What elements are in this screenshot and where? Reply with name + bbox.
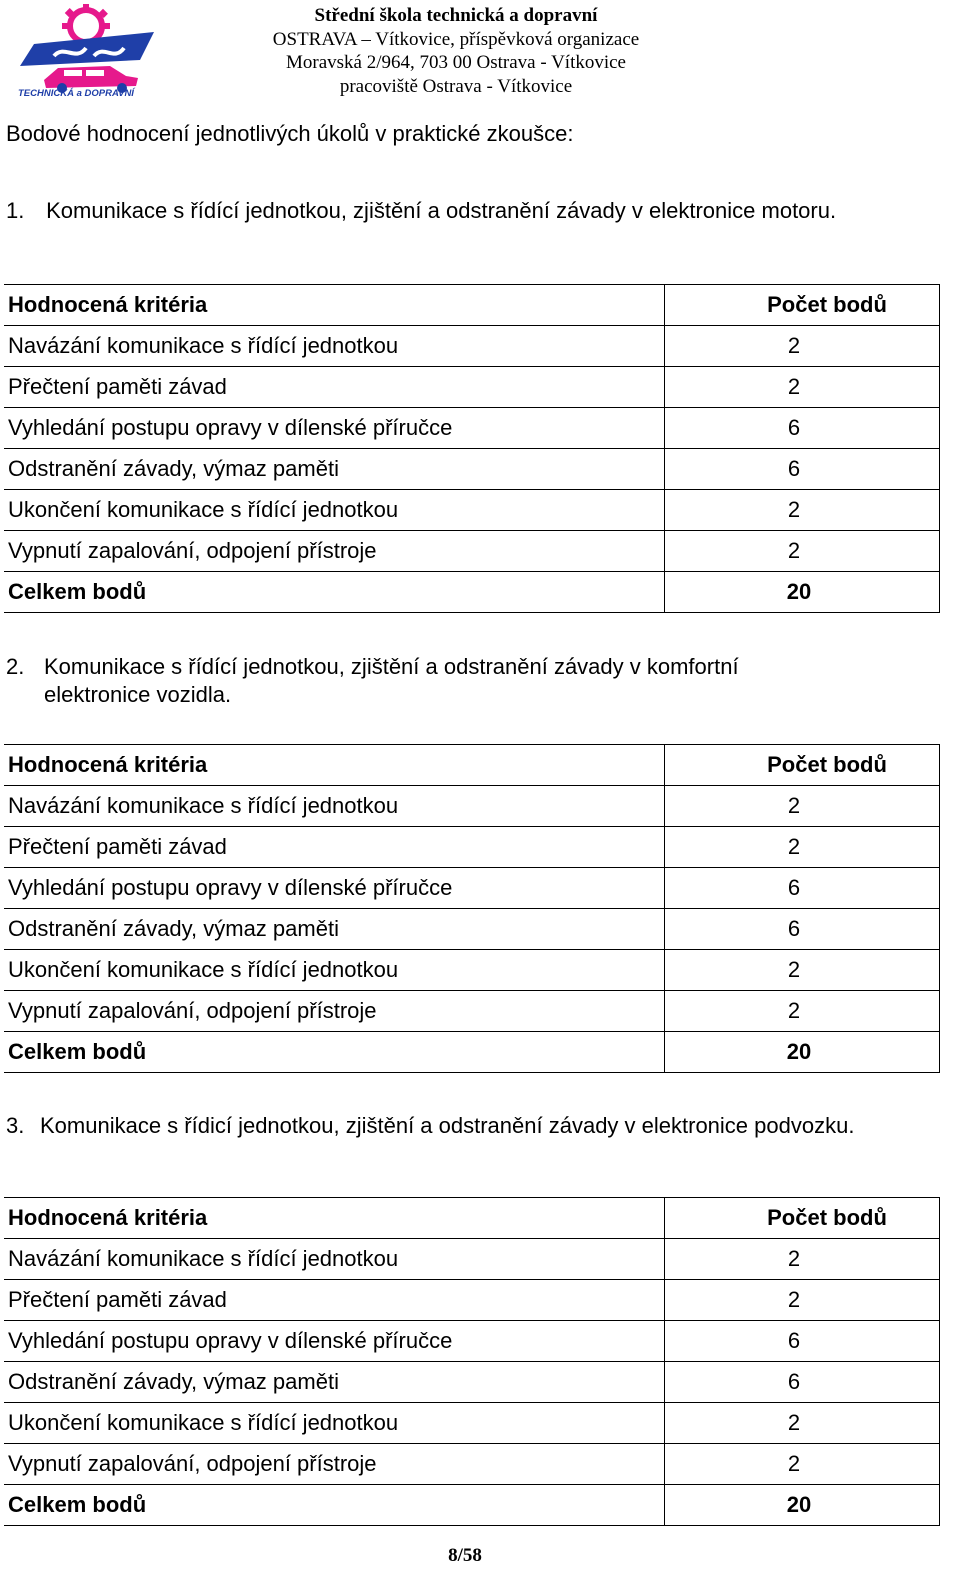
task-heading [6, 1112, 906, 1140]
task-title: Komunikace s řídící jednotkou, zjištění a odstranění závady v elektronice motoru. [46, 198, 837, 223]
criteria-table [4, 744, 940, 1073]
criterion-cell: Přečtení paměti závad [4, 367, 665, 408]
table-header-row [4, 745, 940, 786]
task-number: 3. [6, 1113, 25, 1138]
table-row [4, 1403, 940, 1444]
school-info [236, 4, 676, 98]
column-header-criteria: Hodnocená kritéria [4, 1198, 665, 1239]
table-header-row [4, 285, 940, 326]
criterion-cell: Přečtení paměti závad [4, 827, 665, 868]
criterion-cell: Vyhledání postupu opravy v dílenské příručce [4, 868, 665, 909]
criterion-cell: Vypnutí zapalování, odpojení přístroje [4, 531, 665, 572]
criterion-cell: Odstranění závady, výmaz paměti [4, 1362, 665, 1403]
table-row [4, 326, 940, 367]
total-label: Celkem bodů [4, 572, 665, 613]
table-row [4, 1362, 940, 1403]
task-heading [6, 197, 906, 225]
points-cell: 2 [665, 1239, 940, 1280]
total-points: 20 [665, 1032, 940, 1073]
table-row [4, 950, 940, 991]
table-header-row [4, 1198, 940, 1239]
points-cell: 2 [665, 531, 940, 572]
criteria-table [4, 1197, 940, 1526]
total-label: Celkem bodů [4, 1032, 665, 1073]
criterion-cell: Navázání komunikace s řídící jednotkou [4, 786, 665, 827]
column-header-points: Počet bodů [665, 285, 940, 326]
points-cell: 2 [665, 827, 940, 868]
criterion-cell: Přečtení paměti závad [4, 1280, 665, 1321]
criterion-cell: Vypnutí zapalování, odpojení přístroje [4, 991, 665, 1032]
criterion-cell: Vyhledání postupu opravy v dílenské příručce [4, 1321, 665, 1362]
table-row [4, 490, 940, 531]
table-row [4, 909, 940, 950]
svg-text:TECHNICKÁ a DOPRAVNÍ: TECHNICKÁ a DOPRAVNÍ [18, 88, 134, 98]
points-cell: 6 [665, 408, 940, 449]
school-logo [14, 4, 162, 98]
points-cell: 2 [665, 326, 940, 367]
school-address: Moravská 2/964, 703 00 Ostrava - Vítkovice [285, 52, 626, 73]
table-row [4, 991, 940, 1032]
school-name: Střední škola technická a dopravní [314, 5, 598, 26]
points-cell: 2 [665, 1280, 940, 1321]
school-line-2: OSTRAVA – Vítkovice, příspěvková organizace [272, 28, 640, 50]
points-cell: 2 [665, 786, 940, 827]
criteria-table [4, 284, 940, 613]
points-cell: 2 [665, 950, 940, 991]
task-title: Komunikace s řídicí jednotkou, zjištění a odstranění závady v elektronice podvozku. [40, 1113, 855, 1138]
table-row [4, 1280, 940, 1321]
task-number: 1. [6, 198, 25, 223]
intro-text: Bodové hodnocení jednotlivých úkolů v praktické zkoušce: [6, 121, 574, 146]
points-cell: 6 [665, 449, 940, 490]
points-cell: 2 [665, 1403, 940, 1444]
column-header-criteria: Hodnocená kritéria [4, 285, 665, 326]
total-label: Celkem bodů [4, 1485, 665, 1526]
table-row [4, 868, 940, 909]
column-header-points: Počet bodů [665, 1198, 940, 1239]
points-cell: 6 [665, 1321, 940, 1362]
points-cell: 2 [665, 367, 940, 408]
points-cell: 6 [665, 909, 940, 950]
criterion-cell: Odstranění závady, výmaz paměti [4, 909, 665, 950]
table-row [4, 449, 940, 490]
points-cell: 2 [665, 991, 940, 1032]
gear-icon [62, 4, 110, 42]
total-points: 20 [665, 572, 940, 613]
table-row [4, 408, 940, 449]
points-cell: 6 [665, 1362, 940, 1403]
table-row [4, 1444, 940, 1485]
column-header-points: Počet bodů [665, 745, 940, 786]
table-row [4, 531, 940, 572]
criterion-cell: Vyhledání postupu opravy v dílenské příručce [4, 408, 665, 449]
criterion-cell: Navázání komunikace s řídící jednotkou [4, 326, 665, 367]
task-heading [6, 653, 906, 709]
school-workplace: pracoviště Ostrava - Vítkovice [339, 75, 573, 97]
table-row [4, 786, 940, 827]
total-points: 20 [665, 1485, 940, 1526]
table-row [4, 367, 940, 408]
task-title: Komunikace s řídící jednotkou, zjištění a odstranění závady v komfortní elektronice vozidla. [44, 654, 739, 707]
criterion-cell: Vypnutí zapalování, odpojení přístroje [4, 1444, 665, 1485]
page-header [0, 0, 960, 100]
criterion-cell: Odstranění závady, výmaz paměti [4, 449, 665, 490]
table-row [4, 1239, 940, 1280]
criterion-cell: Navázání komunikace s řídící jednotkou [4, 1239, 665, 1280]
total-row [4, 1485, 940, 1526]
points-cell: 2 [665, 490, 940, 531]
points-cell: 6 [665, 868, 940, 909]
task-number: 2. [6, 654, 25, 679]
table-row [4, 827, 940, 868]
points-cell: 2 [665, 1444, 940, 1485]
total-row [4, 1032, 940, 1073]
page-number: 8/58 [448, 1545, 482, 1566]
criterion-cell: Ukončení komunikace s řídící jednotkou [4, 1403, 665, 1444]
table-row [4, 1321, 940, 1362]
criterion-cell: Ukončení komunikace s řídící jednotkou [4, 490, 665, 531]
total-row [4, 572, 940, 613]
criterion-cell: Ukončení komunikace s řídící jednotkou [4, 950, 665, 991]
column-header-criteria: Hodnocená kritéria [4, 745, 665, 786]
